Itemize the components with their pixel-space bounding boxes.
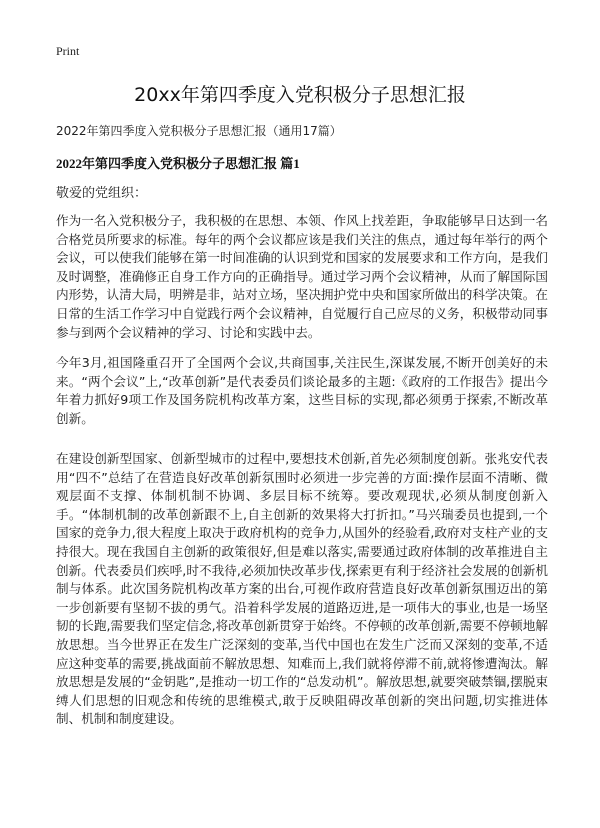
print-link[interactable]: Print [56,44,80,58]
paragraph-2: 今年3月,祖国隆重召开了全国两个会议,共商国事,关注民生,深谋发展,不断开创美好的未来。“两个会议”上,“改革创新”是代表委员们谈论最多的主题:《政府的工作报告》提出今年着力抓好9项工作及国务院机构改革方案，这些目标的实现,都必须勇于探索,不断改革创新。 [56,355,548,426]
document-title: 20xx年第四季度入党积极分子思想汇报 [134,84,466,106]
section-heading: 2022年第四季度入党积极分子思想汇报 篇1 [56,156,300,171]
document-subtitle: 2022年第四季度入党积极分子思想汇报（通用17篇） [56,124,342,138]
greeting: 敬爱的党组织： [56,186,148,201]
paragraph-3: 在建设创新型国家、创新型城市的过程中,要想技术创新,首先必须制度创新。张兆安代表用“四不”总结了在营造良好改革创新氛围时必须进一步完善的方面:操作层面不清晰、微观层面不支撑、体制机制不协调、多层目标不统筹。要改观现状,必须从制度创新入手。“体制机制的改革创新跟不上,自主创新的效果将大打折扣。”马兴瑞委员也提到,一个国家的竞争力,很大程度上取决于政府机构的竞争力,从国外的经验看,政府对支柱产业的支持很大。现在我国自主创新的政策很好,但是难以落实,需要通过政府体制的改革推进自主创新。代表委员们疾呼,时不我待,必须加快改革步伐,探索更有利于经济社会发展的创新机制与体系。此次国务院机构改革方案的出台,可视作政府营造良好改革创新氛围迈出的第一步创新要有坚韧不拔的勇气。沿着科学发展的道路迈进,是一项伟大的事业,也是一场坚韧的长跑,需要我们坚定信念,将改革创新贯穿于始终。不停顿的改革创新,需要不停顿地解放思想。当今世界正在发生广泛深刻的变革,当代中国也在发生广泛而又深刻的变革,不适应这种变革的需要,挑战面前不解放思想、知难而上,我们就将停滞不前,就将惨遭淘汰。解放思想是发展的“金钥匙”,是推动一切工作的“总发动机”。解放思想,就要突破禁锢,摆脱束缚人们思想的旧观念和传统的思维模式,敢于反映阻碍改革创新的突出问题,切实推进体制、机制和制度建设。 [56,451,548,727]
paragraph-1: 作为一名入党积极分子，我积极的在思想、本领、作风上找差距，争取能够早日达到一名合格党员所要求的标准。每年的两个会议都应该是我们关注的焦点，通过每年举行的两个会议，可以使我们能够在第一时间准确的认识到党和国家的发展要求和工作方向，是我们及时调整，准确修正自身工作方向的正确指导。通过学习两个会议精神，从而了解国际国内形势，认清大局，明辨是非，站对立场，坚决拥护党中央和国家所做出的科学决策。在日常的生活工作学习中自觉践行两个会议精神，自觉履行自己应尽的义务，积极带动同事参与到两个会议精神的学习、讨论和实践中去。 [56,213,548,340]
